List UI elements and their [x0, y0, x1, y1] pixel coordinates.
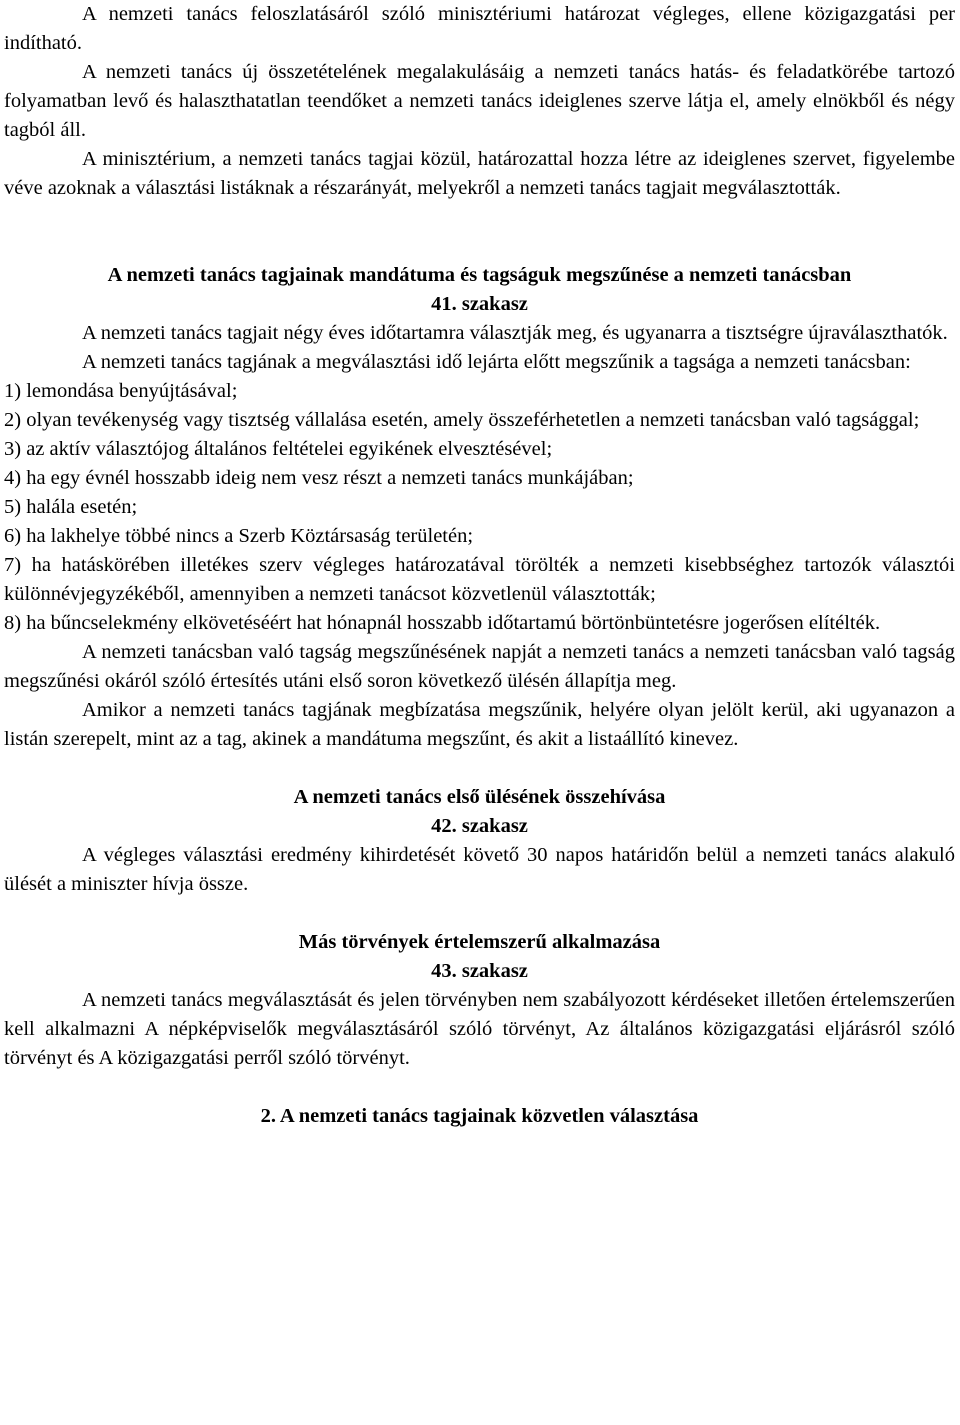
paragraph: A nemzeti tanács feloszlatásáról szóló minisztériumi határozat végleges, ellene közigazgatási per indítható.	[4, 3, 955, 54]
list-item: 1) lemondása benyújtásával;	[4, 380, 238, 402]
document-page	[4, 0, 955, 1131]
spacer	[4, 899, 955, 928]
chapter-title: 2. A nemzeti tanács tagjainak közvetlen választása	[260, 1105, 699, 1127]
spacer	[4, 203, 955, 261]
list-item: 5) halála esetén;	[4, 496, 138, 518]
list-item: 4) ha egy évnél hosszabb ideig nem vesz részt a nemzeti tanács munkájában;	[4, 467, 634, 489]
section-title: A nemzeti tanács első ülésének összehívása	[293, 786, 666, 808]
list-item: 6) ha lakhelye többé nincs a Szerb Köztársaság területén;	[4, 525, 474, 547]
paragraph: A nemzeti tanácsban való tagság megszűnésének napját a nemzeti tanács a nemzeti tanácsban való tagság megszűnési okáról szóló értesítés utáni első soron következő ülésén állapítja meg.	[4, 641, 955, 692]
paragraph: A nemzeti tanács tagjának a megválasztási idő lejárta előtt megszűnik a tagsága a nemzeti tanácsban:	[82, 351, 911, 373]
list-item: 7) ha hatáskörében illetékes szerv végleges határozatával törölték a nemzeti kisebbséghez tartozók választói különnévjegyzékéből, amennyiben a nemzeti tanácsot közvetlenül választották;	[4, 554, 955, 605]
spacer	[4, 754, 955, 783]
list-item: 2) olyan tevékenység vagy tisztség vállalása esetén, amely összeférhetetlen a nemzeti tanácsban való tagsággal;	[4, 409, 920, 431]
paragraph: A nemzeti tanács megválasztását és jelen törvényben nem szabályozott kérdéseket illetően értelemszerűen kell alkalmazni A népképviselők megválasztásáról szóló törvényt, Az általános közigazgatási eljárásról szóló törvényt és A közigazgatási perről szóló törvényt.	[4, 989, 955, 1069]
paragraph: A végleges választási eredmény kihirdetését követő 30 napos határidőn belül a nemzeti tanács alakuló ülését a miniszter hívja össze.	[4, 844, 955, 895]
paragraph: Amikor a nemzeti tanács tagjának megbízatása megszűnik, helyére olyan jelölt kerül, aki ugyanazon a listán szerepelt, mint az a tag, akinek a mandátuma megszűnt, és akit a listaállító kinevez.	[4, 699, 955, 750]
paragraph: A nemzeti tanács új összetételének megalakulásáig a nemzeti tanács hatás- és feladatkörébe tartozó folyamatban levő és halaszthatatlan teendőket a nemzeti tanács ideiglenes szerve látja el, amely elnökből és négy tagból áll.	[4, 61, 955, 141]
section-number: 41. szakasz	[431, 293, 528, 315]
list-item: 3) az aktív választójog általános feltételei egyikének elvesztésével;	[4, 438, 553, 460]
paragraph: A nemzeti tanács tagjait négy éves időtartamra választják meg, és ugyanarra a tisztségre újraválaszthatók.	[82, 322, 948, 344]
paragraph: A minisztérium, a nemzeti tanács tagjai közül, határozattal hozza létre az ideiglenes szervet, figyelembe véve azoknak a választási listáknak a részarányát, melyekről a nemzeti tanács tagjait megválasztották.	[4, 148, 955, 199]
section-title: A nemzeti tanács tagjainak mandátuma és tagságuk megszűnése a nemzeti tanácsban	[107, 264, 852, 286]
spacer	[4, 1073, 955, 1102]
list-item: 8) ha bűncselekmény elkövetéséért hat hónapnál hosszabb időtartamú börtönbüntetésre jogerősen elítélték.	[4, 612, 881, 634]
section-title: Más törvények értelemszerű alkalmazása	[298, 931, 661, 953]
section-number: 43. szakasz	[431, 960, 528, 982]
section-number: 42. szakasz	[431, 815, 528, 837]
